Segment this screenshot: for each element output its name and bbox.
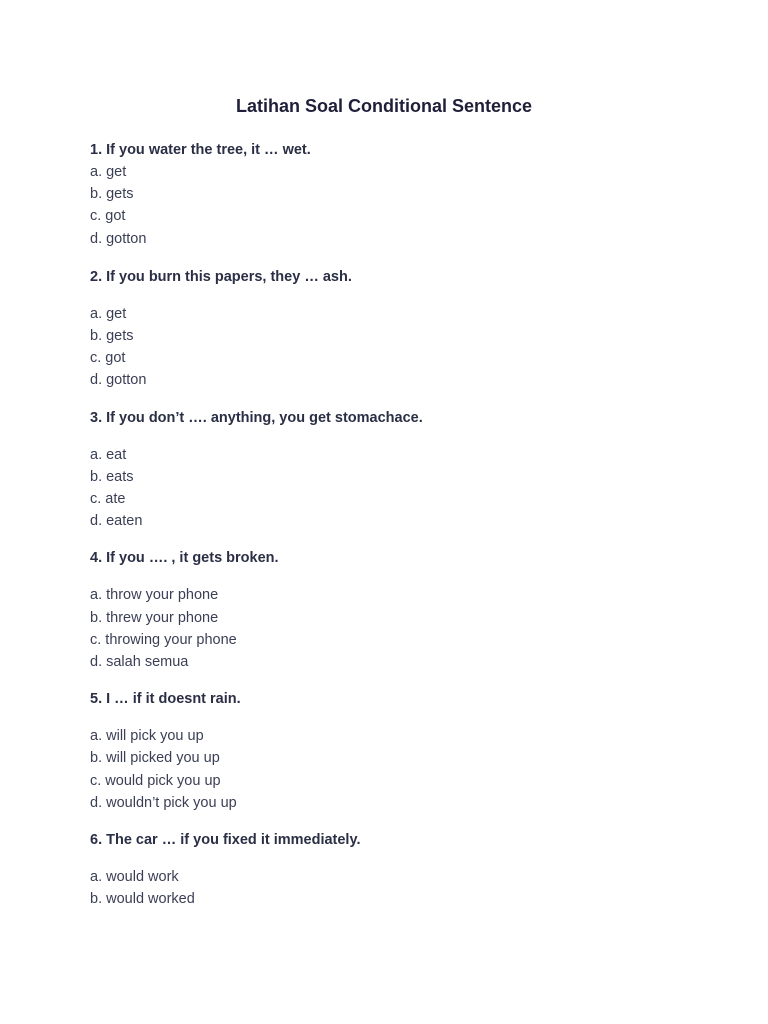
question-2	[90, 267, 710, 392]
question-list	[90, 140, 710, 926]
question-1	[90, 140, 710, 250]
option-c: c. throwing your phone	[90, 631, 237, 648]
option-d: d. gotton	[90, 372, 147, 389]
question-3	[90, 408, 710, 533]
option-list	[90, 303, 710, 392]
option-list	[90, 161, 710, 250]
question-text: 6. The car … if you fixed it immediately.	[90, 832, 361, 849]
option-a: a. get	[90, 305, 127, 322]
option-c: c. got	[90, 350, 126, 367]
option-list	[90, 444, 710, 533]
option-b: b. threw your phone	[90, 609, 219, 626]
option-a: a. get	[90, 164, 127, 180]
option-a: a. throw your phone	[90, 587, 219, 604]
option-c: c. ate	[90, 491, 126, 508]
option-d: d. gotton	[90, 230, 147, 247]
option-b: b. eats	[90, 468, 134, 485]
option-d: d. eaten	[90, 513, 143, 530]
question-text: 4. If you …. , it gets broken.	[90, 550, 279, 567]
option-c: c. got	[90, 208, 126, 225]
question-6	[90, 830, 710, 910]
option-b: b. gets	[90, 328, 134, 345]
option-d: d. salah semua	[90, 654, 189, 671]
question-4	[90, 548, 710, 673]
question-5	[90, 689, 710, 814]
option-b: b. would worked	[90, 891, 195, 908]
option-a: a. eat	[90, 446, 127, 463]
option-list	[90, 725, 710, 814]
option-list	[90, 866, 710, 910]
document-title: Latihan Soal Conditional Sentence	[235, 96, 533, 116]
option-d: d. wouldn’t pick you up	[90, 794, 237, 811]
option-b: b. gets	[90, 186, 134, 203]
option-a: a. would work	[90, 869, 179, 886]
question-text: 1. If you water the tree, it … wet.	[90, 142, 311, 158]
option-b: b. will picked you up	[90, 750, 220, 767]
option-a: a. will pick you up	[90, 728, 204, 745]
option-c: c. would pick you up	[90, 772, 221, 789]
option-list	[90, 584, 710, 673]
question-text: 3. If you don’t …. anything, you get stomachace.	[90, 409, 423, 426]
question-text: 5. I … if it doesnt rain.	[90, 691, 241, 708]
question-text: 2. If you burn this papers, they … ash.	[90, 268, 352, 285]
